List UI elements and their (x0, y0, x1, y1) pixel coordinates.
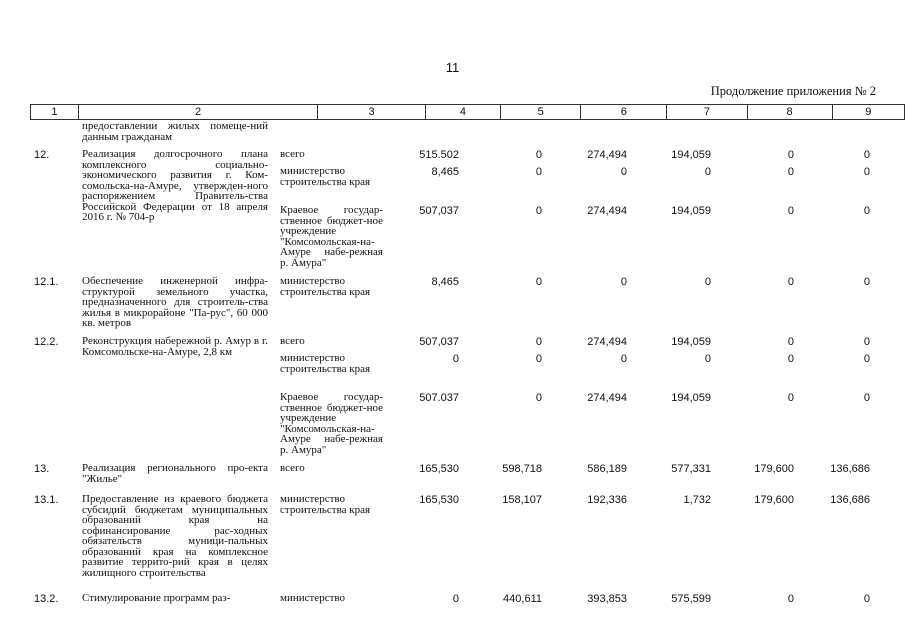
funding-source: министерство строительства края (280, 493, 371, 516)
funding-source: министерство строительства края (280, 165, 371, 188)
value-col-4: 0 (452, 593, 459, 605)
value-col-5: 0 (535, 392, 542, 404)
value-col-4: 515.502 (419, 149, 459, 161)
continuation-label: Продолжение приложения № 2 (710, 84, 876, 98)
row-description: Предоставление из краевого бюджета субсидий бюджетам муниципальных образований края на софинансирование рас-ходных обязательств муници-пальных образований края на комплексное развитие террито-рий края в целях жилищного строительства (82, 493, 268, 579)
funding-source: Краевое государ-ственное бюджет-ное учреждение "Комсомольская-на-Амуре набе-режная р. Амура" (280, 391, 383, 456)
value-col-7: 577,331 (671, 463, 711, 475)
value-col-7: 194,059 (671, 392, 711, 404)
value-col-8: 0 (787, 392, 794, 404)
value-col-5: 598,718 (502, 463, 542, 475)
funding-source: всего (280, 335, 305, 347)
funding-source: министерство строительства края (280, 352, 371, 375)
value-col-6: 274,494 (587, 205, 627, 217)
value-col-8: 0 (787, 593, 794, 605)
row-description: предоставлении жилых помеще-ний данным гражданам (82, 120, 268, 143)
row-description: Реконструкция набережной р. Амур в г. Комсомольске-на-Амуре, 2,8 км (82, 335, 268, 358)
value-col-4: 8,465 (431, 166, 459, 178)
value-col-7: 0 (704, 353, 711, 365)
value-col-8: 0 (787, 166, 794, 178)
value-col-5: 440,611 (503, 593, 542, 605)
row-description: Реализация регионального про-екта "Жилье" (82, 462, 268, 485)
value-col-5: 0 (535, 149, 542, 161)
value-col-4: 0 (452, 353, 459, 365)
value-col-5: 158,107 (502, 494, 542, 506)
funding-source: всего (280, 148, 305, 160)
value-col-4: 165,530 (419, 494, 459, 506)
value-col-6: 274,494 (587, 149, 627, 161)
value-col-8: 179,600 (754, 494, 794, 506)
value-col-9: 0 (863, 353, 870, 365)
value-col-7: 0 (704, 276, 711, 288)
value-col-8: 0 (787, 276, 794, 288)
value-col-5: 0 (535, 166, 542, 178)
funding-source: Краевое государ-ственное бюджет-ное учреждение "Комсомольская-на-Амуре набе-режная р. Амура" (280, 204, 383, 269)
funding-source: министерство строительства края (280, 275, 371, 298)
row-description: Реализация долгосрочного плана комплексного социально-экономического развития г. Ком-сомольска-на-Амуре, утвержден-ного распоряжением Правитель-ства Российской Федерации от 18 апреля 2016 г. № 704-р (82, 148, 268, 223)
value-col-7: 0 (704, 166, 711, 178)
value-col-7: 194,059 (671, 205, 711, 217)
page-number: 11 (445, 60, 460, 75)
column-header: 6 (581, 105, 667, 120)
column-header: 4 (425, 105, 500, 120)
value-col-4: 8,465 (431, 276, 459, 288)
value-col-6: 274,494 (587, 336, 627, 348)
value-col-6: 0 (620, 276, 627, 288)
value-col-8: 0 (787, 205, 794, 217)
value-col-5: 0 (535, 205, 542, 217)
value-col-6: 274,494 (587, 392, 627, 404)
value-col-5: 0 (535, 336, 542, 348)
row-description: Стимулирование программ раз- (82, 592, 231, 604)
row-number: 13. (34, 463, 50, 475)
column-header: 2 (78, 105, 317, 120)
value-col-8: 0 (787, 149, 794, 161)
value-col-9: 0 (863, 392, 870, 404)
column-header: 9 (832, 105, 904, 120)
value-col-7: 194,059 (671, 336, 711, 348)
value-col-4: 165,530 (419, 463, 459, 475)
row-number: 12.2. (34, 336, 59, 348)
value-col-6: 192,336 (587, 494, 627, 506)
value-col-9: 0 (863, 149, 870, 161)
column-header: 1 (31, 105, 79, 120)
funding-source: министерство (280, 592, 346, 604)
value-col-8: 179,600 (754, 463, 794, 475)
value-col-4: 507,037 (419, 205, 459, 217)
value-col-7: 194,059 (671, 149, 711, 161)
value-col-7: 1,732 (683, 494, 711, 506)
column-header: 7 (667, 105, 747, 120)
value-col-9: 0 (863, 593, 870, 605)
funding-source: всего (280, 462, 305, 474)
value-col-9: 136,686 (830, 494, 870, 506)
value-col-6: 586,189 (587, 463, 627, 475)
value-col-9: 0 (863, 276, 870, 288)
value-col-8: 0 (787, 336, 794, 348)
value-col-9: 136,686 (830, 463, 870, 475)
value-col-9: 0 (863, 205, 870, 217)
row-number: 13.2. (34, 593, 59, 605)
value-col-9: 0 (863, 336, 870, 348)
value-col-6: 0 (620, 166, 627, 178)
value-col-8: 0 (787, 353, 794, 365)
value-col-4: 507,037 (419, 336, 459, 348)
column-header: 3 (318, 105, 426, 120)
value-col-5: 0 (535, 276, 542, 288)
column-header: 8 (747, 105, 832, 120)
value-col-6: 0 (620, 353, 627, 365)
column-header: 5 (501, 105, 581, 120)
row-number: 13.1. (34, 494, 59, 506)
value-col-7: 575,599 (671, 593, 711, 605)
row-number: 12.1. (34, 276, 59, 288)
value-col-6: 393,853 (587, 593, 627, 605)
value-col-5: 0 (535, 353, 542, 365)
table-header (30, 104, 905, 120)
row-description: Обеспечение инженерной инфра-структурой земельного участка, предназначенного для строитель-ства жилья в микрорайоне "Па-рус", 60 000 кв. метров (82, 275, 268, 329)
value-col-9: 0 (863, 166, 870, 178)
row-number: 12. (34, 149, 50, 161)
value-col-4: 507.037 (419, 392, 459, 404)
